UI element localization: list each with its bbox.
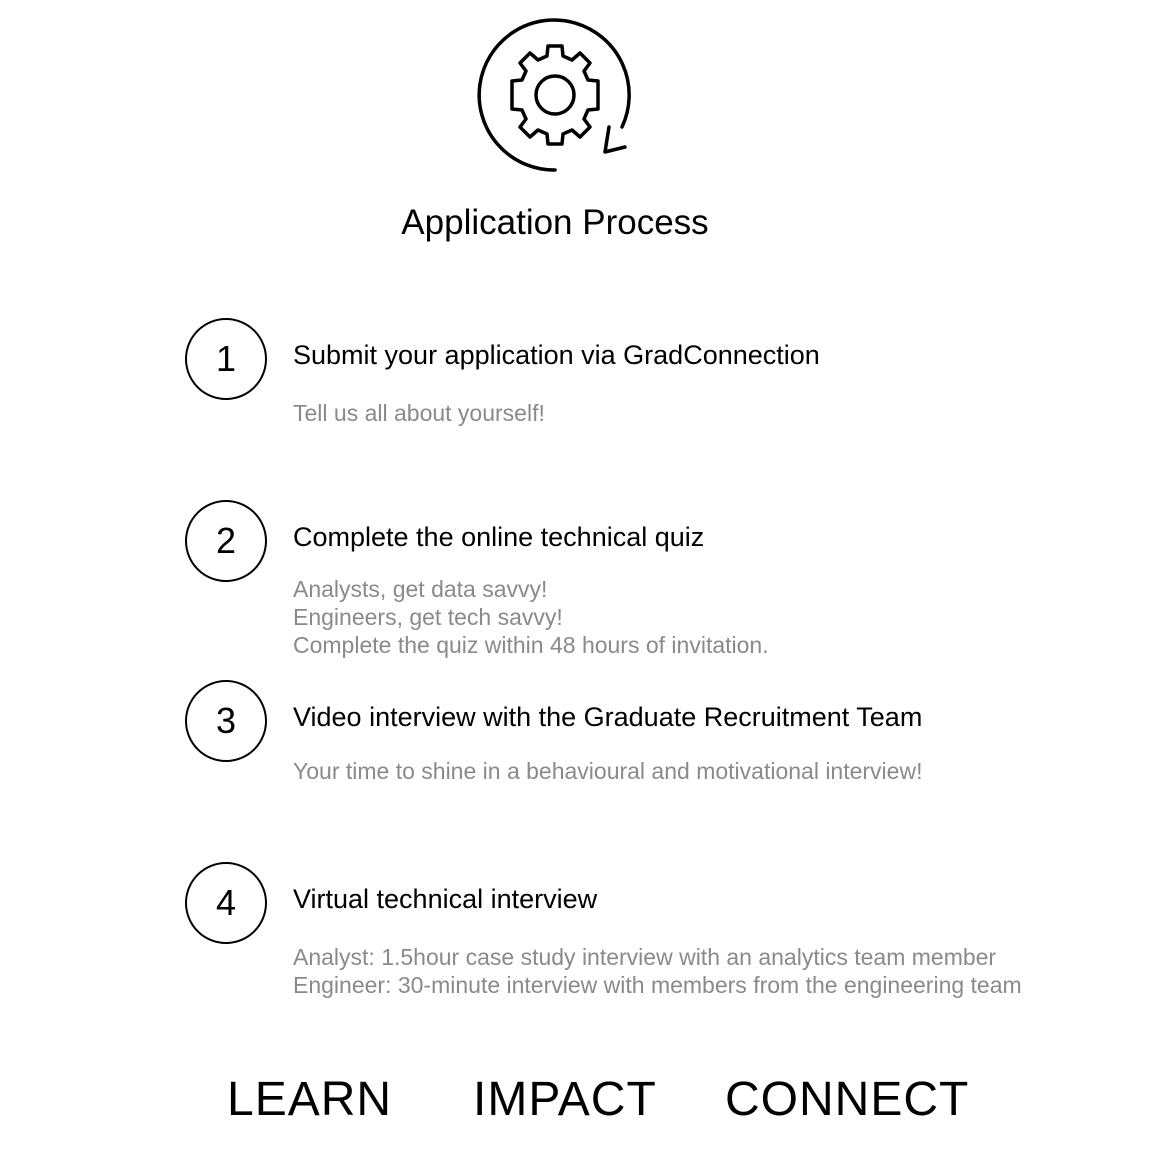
gear-cycle-icon [475, 15, 635, 175]
footer-learn: LEARN [227, 1073, 393, 1126]
step-2 [185, 500, 1085, 670]
step-1 [185, 318, 1085, 438]
step-number-badge: 1 [185, 318, 267, 400]
step-description-line: Engineers, get tech savvy! [293, 604, 563, 630]
step-description-line: Your time to shine in a behavioural and motivational interview! [293, 758, 923, 784]
step-description [293, 575, 769, 659]
step-4 [185, 862, 1085, 1012]
footer-connect: CONNECT [725, 1073, 970, 1126]
step-description-line: Tell us all about yourself! [293, 400, 545, 426]
step-number-badge: 4 [185, 862, 267, 944]
gear-icon [512, 46, 598, 144]
step-number-badge: 3 [185, 680, 267, 762]
step-title: Video interview with the Graduate Recruitment Team [293, 702, 923, 732]
step-number-badge: 2 [185, 500, 267, 582]
footer-impact: IMPACT [473, 1073, 657, 1126]
step-title: Complete the online technical quiz [293, 522, 705, 552]
page-title: Application Process [401, 203, 709, 242]
step-3 [185, 680, 1085, 800]
step-title: Submit your application via GradConnection [293, 340, 820, 370]
step-title: Virtual technical interview [293, 884, 598, 914]
step-description-line: Analysts, get data savvy! [293, 576, 548, 602]
step-description [293, 757, 922, 785]
step-description [293, 399, 545, 427]
step-description-line: Engineer: 30-minute interview with members from the engineering team [293, 972, 1022, 998]
step-description-line: Analyst: 1.5hour case study interview with an analytics team member [293, 944, 997, 970]
step-description [293, 943, 1022, 999]
step-description-line: Complete the quiz within 48 hours of invitation. [293, 632, 769, 658]
